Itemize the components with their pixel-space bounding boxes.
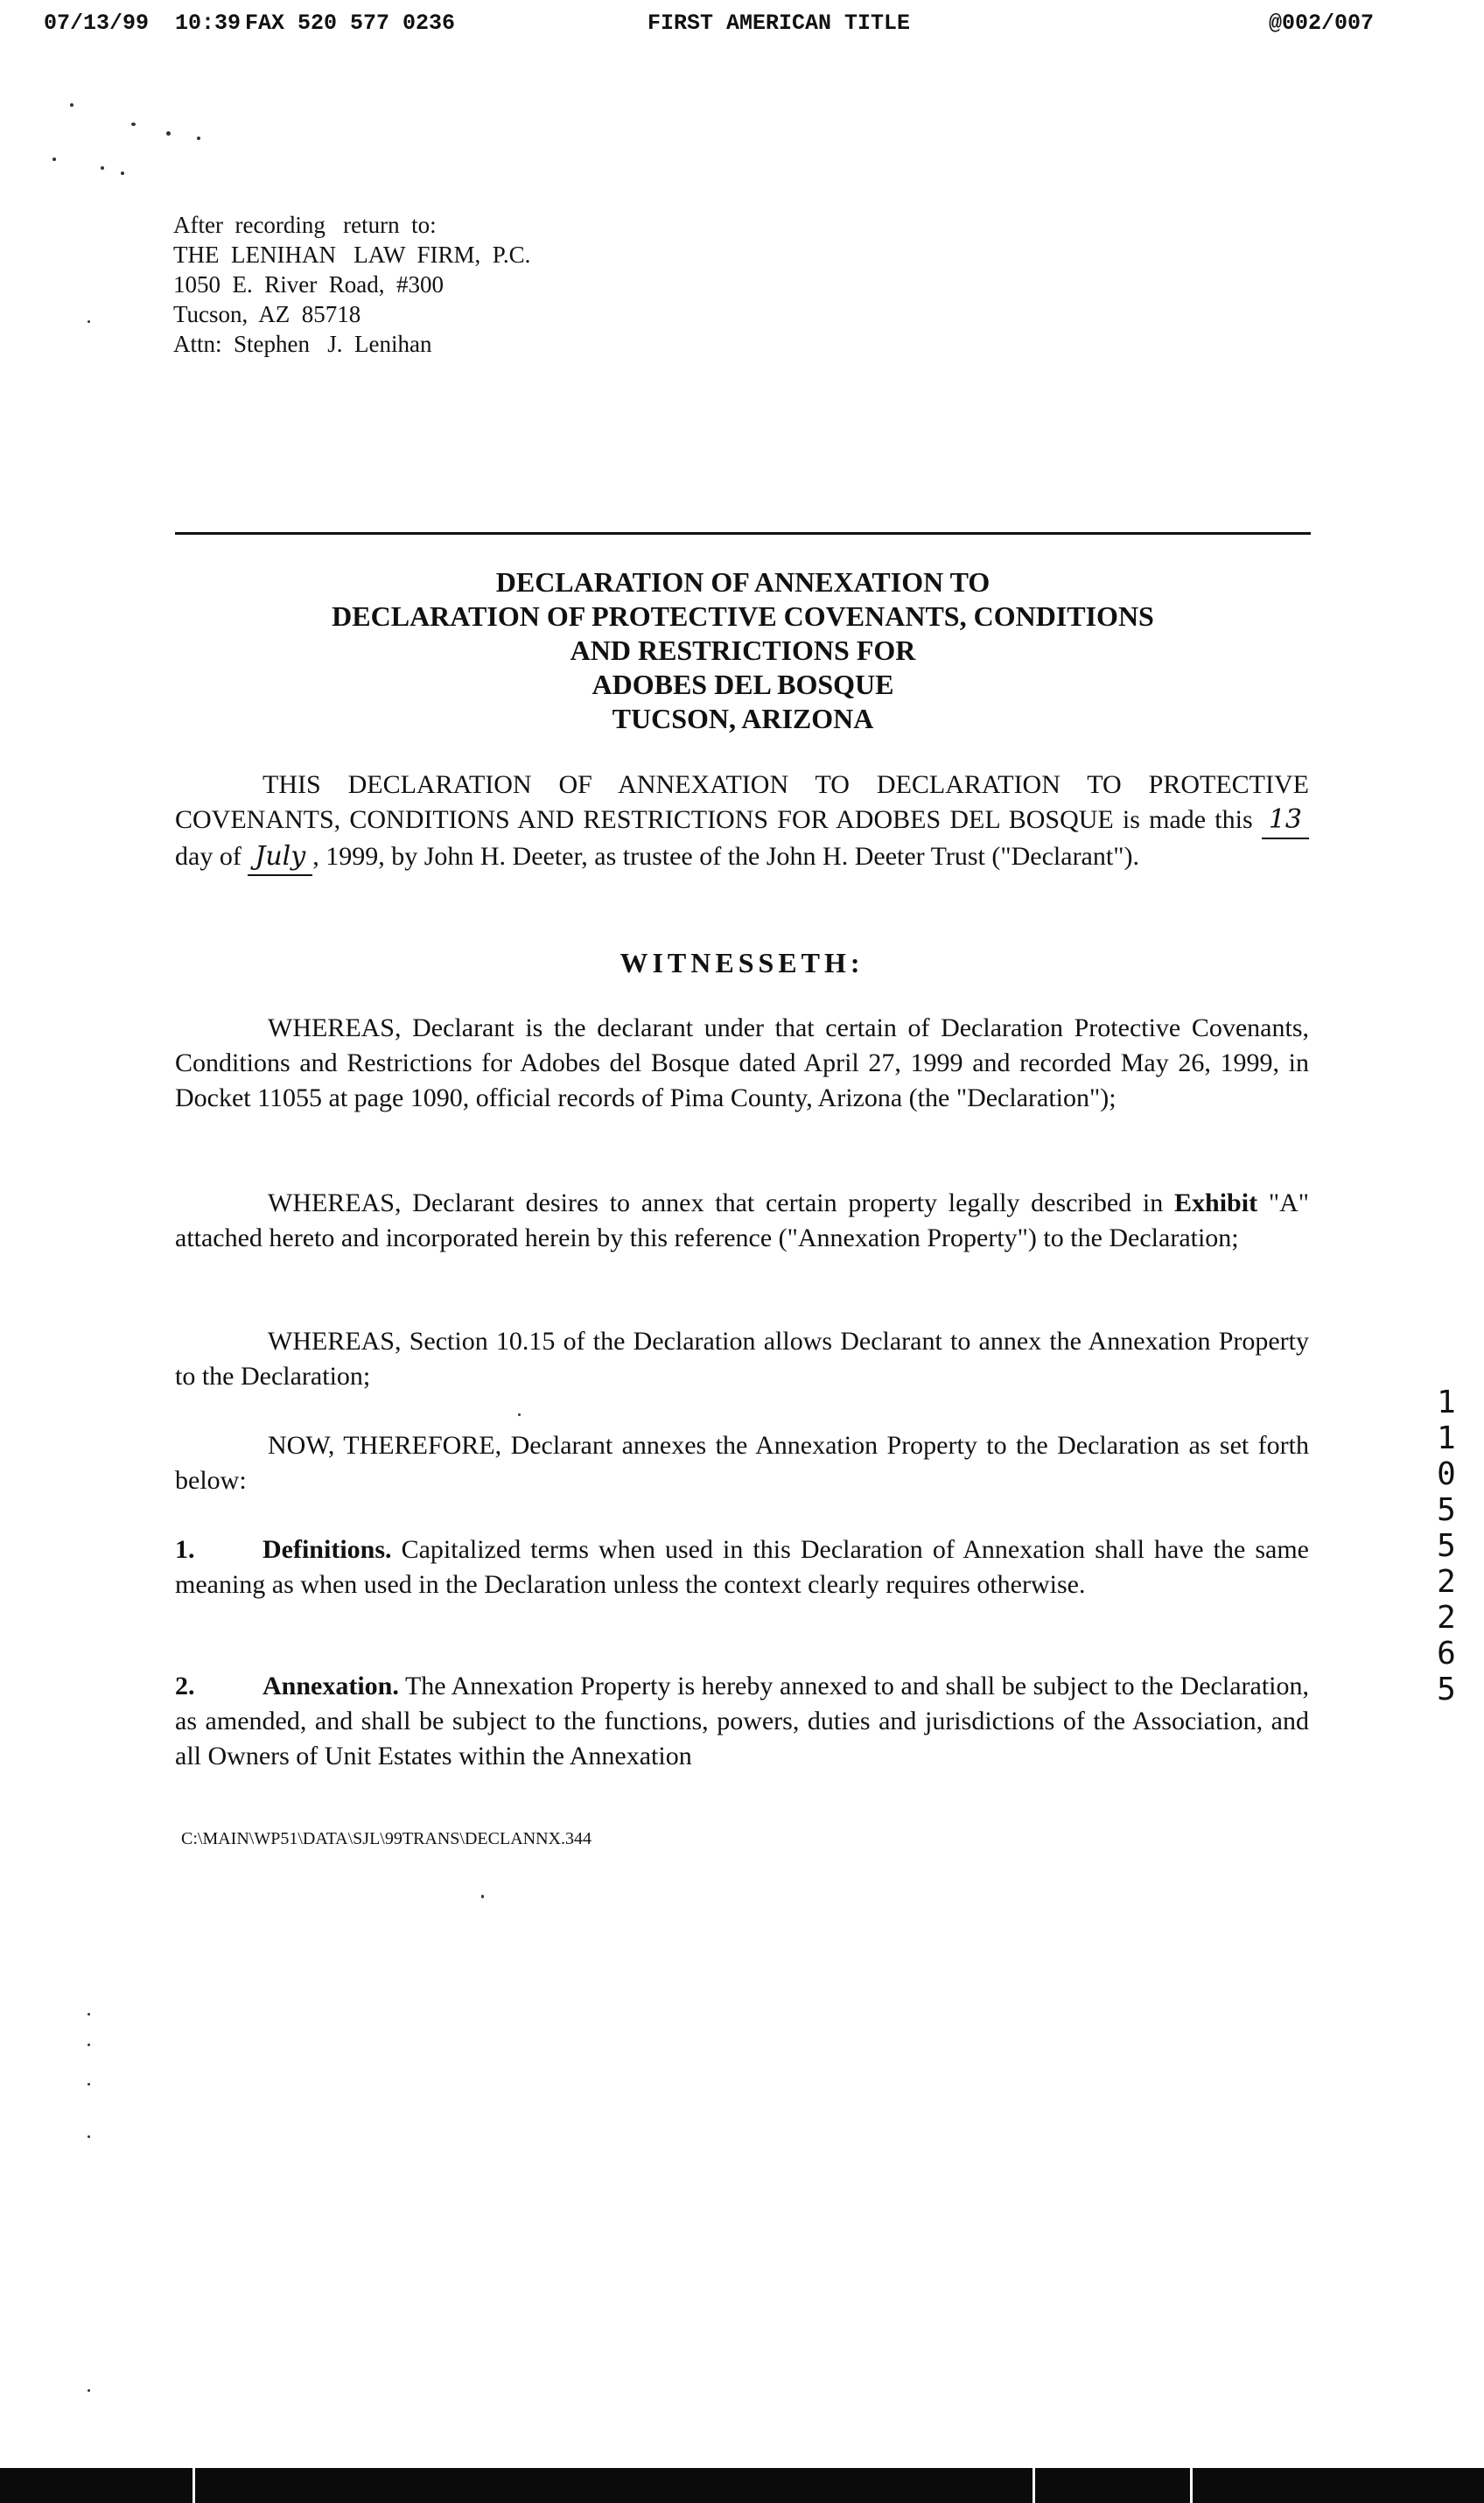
stamp-digit: 1 [1437,1420,1456,1456]
return-line: After recording return to: [173,212,437,238]
stamp-digit: 5 [1437,1492,1456,1528]
title-line: DECLARATION OF ANNEXATION TO [495,566,990,598]
whereas-paragraph [175,1324,1309,1394]
whereas-paragraph [175,1011,1309,1116]
scan-speck [166,131,171,136]
whereas-lead: WHEREAS, [268,1327,402,1356]
scan-speck [88,2135,90,2138]
return-line: 1050 E. River Road, #300 [173,271,444,298]
scan-speck [52,158,56,161]
file-path-footer: C:\MAIN\WP51\DATA\SJL\99TRANS\DECLANNX.344 [181,1829,592,1848]
whereas-text: "A" attached hereto and incorporated herein by this reference ("Annexation Property") to the Declaration; [175,1188,1310,1252]
stamp-digit: 0 [1437,1456,1456,1492]
scan-speck [481,1895,484,1898]
whereas-text: Section 10.15 of the Declaration allows Declarant to annex the Annexation Property to the Declaration; [175,1327,1310,1391]
scan-speck [88,2013,90,2016]
stamp-digit: 5 [1437,1528,1456,1564]
scan-speck [131,123,136,126]
return-line: THE LENIHAN LAW FIRM, P.C. [173,242,531,268]
scan-speck [88,2083,90,2086]
handwritten-day: 13 [1262,803,1309,839]
document-title [175,565,1311,736]
return-line: Attn: Stephen J. Lenihan [173,331,432,357]
title-line: TUCSON, ARIZONA [612,703,874,734]
return-address-block [173,210,530,359]
whereas-paragraph [175,1186,1309,1256]
stamp-digit: 5 [1437,1672,1456,1707]
scan-edge-bar [0,2468,1484,2503]
horizontal-rule [175,532,1311,535]
whereas-text: Declarant is the declarant under that certain of Declaration Protective Covenants, Conditions and Restrictions for Adobes del Bosque dated April 27, 1999 and recorded May 26, 1999, in Docket 11055 at page 1090, official records of Pima County, Arizona (the "Declaration"); [175,1013,1310,1112]
now-therefore-lead: NOW, THEREFORE, [268,1431,502,1460]
title-line: AND RESTRICTIONS FOR [570,635,916,666]
scan-speck [121,172,124,175]
scan-edge-gap [192,2468,195,2503]
intro-paragraph [175,768,1309,876]
scan-speck [70,103,74,107]
intro-text: day of [175,842,242,871]
witnesseth-heading: WITNESSETH: [620,947,864,978]
fax-page-marker: @002/007 [1269,11,1375,36]
section-text: Capitalized terms when used in this Declaration of Annexation shall have the same meaning as when used in the Declaration unless the context clearly requires otherwise. [175,1535,1310,1599]
scan-edge-gap [1190,2468,1193,2503]
exhibit-label: Exhibit [1174,1188,1258,1217]
intro-text: , 1999, by John H. Deeter, as trustee of the John H. Deeter Trust ("Declarant"). [312,842,1139,871]
scan-speck [518,1413,521,1416]
title-line: ADOBES DEL BOSQUE [592,669,894,700]
recording-stamp [1433,1385,1460,1707]
section-2 [175,1669,1309,1774]
stamp-digit: 2 [1437,1564,1456,1600]
section-number: 1. [175,1535,195,1564]
scan-edge-gap [1032,2468,1035,2503]
scan-speck [88,2044,90,2046]
section-heading: Definitions. [262,1535,392,1564]
scan-speck [88,2389,90,2392]
intro-text: THIS DECLARATION OF ANNEXATION TO DECLARATION TO PROTECTIVE COVENANTS, CONDITIONS AND RESTRICTIONS FOR ADOBES DEL BOSQUE is made this [175,770,1309,834]
section-1 [175,1532,1309,1602]
stamp-digit: 1 [1437,1385,1456,1420]
stamp-digit: 2 [1437,1600,1456,1636]
scan-speck [88,320,90,323]
fax-number: FAX 520 577 0236 [245,11,456,36]
now-therefore-paragraph [175,1428,1309,1498]
section-heading: Annexation. [262,1672,399,1700]
title-line: DECLARATION OF PROTECTIVE COVENANTS, CONDITIONS [332,600,1154,632]
fax-company: FIRST AMERICAN TITLE [648,11,911,36]
fax-datetime: 07/13/99 10:39 [44,11,242,36]
stamp-digit: 6 [1437,1636,1456,1672]
handwritten-month: July [248,839,312,876]
whereas-lead: WHEREAS, [268,1013,402,1042]
section-number: 2. [175,1672,195,1700]
return-line: Tucson, AZ 85718 [173,301,361,327]
scan-speck [101,166,104,170]
whereas-text: Declarant desires to annex that certain property legally described in [412,1188,1164,1217]
now-therefore-text: Declarant annexes the Annexation Property to the Declaration as set forth below: [175,1431,1310,1495]
section-text: The Annexation Property is hereby annexed to and shall be subject to the Declaration, as amended, and shall be subject to the functions, powers, duties and jurisdictions of the Association, and all Owners of Unit Estates within the Annexation [175,1672,1309,1770]
whereas-lead: WHEREAS, [268,1188,402,1217]
scan-speck [197,137,200,140]
fax-header [0,11,1484,46]
